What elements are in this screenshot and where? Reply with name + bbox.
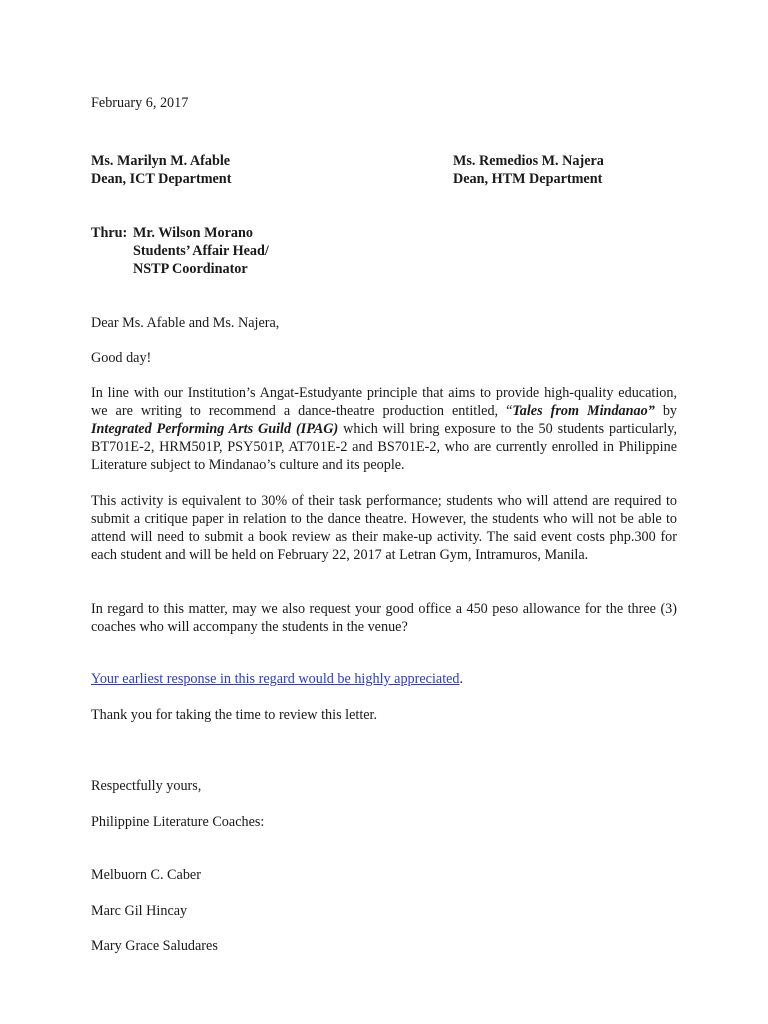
paragraph-text: by bbox=[654, 403, 677, 419]
paragraph-recommendation bbox=[91, 384, 677, 474]
response-link[interactable]: Your earliest response in this regard would be highly appreciated bbox=[91, 671, 460, 687]
paragraph-text: which will bring exposure to the 50 students particularly, BT701E-2, HRM501P, PSY501P, AT701E-2 and BS701E-2, who are currently enrolled in Philippine Literature subject to Mindanao’s culture and its people. bbox=[91, 421, 677, 473]
recipient-right-title: Dean, HTM Department bbox=[453, 171, 603, 187]
thru-name: Mr. Wilson Morano bbox=[133, 225, 253, 241]
thru-position: Students’ Affair Head/ bbox=[133, 243, 269, 259]
thru-position-2: NSTP Coordinator bbox=[133, 261, 248, 277]
response-suffix: . bbox=[459, 671, 464, 687]
organization-name: Integrated Performing Arts Guild (IPAG) bbox=[91, 421, 339, 437]
closing: Respectfully yours, bbox=[91, 778, 202, 794]
salutation: Dear Ms. Afable and Ms. Najera, bbox=[91, 315, 280, 331]
thank-you-line: Thank you for taking the time to review this letter. bbox=[91, 707, 378, 723]
greeting: Good day! bbox=[91, 350, 152, 366]
recipient-right-name: Ms. Remedios M. Najera bbox=[453, 153, 604, 169]
recipient-left-name: Ms. Marilyn M. Afable bbox=[91, 153, 231, 169]
signatory-name: Marc Gil Hincay bbox=[91, 903, 188, 919]
paragraph-activity: This activity is equivalent to 30% of their task performance; students who will attend are required to submit a critique paper in relation to the dance theatre. However, the students who will not be able to attend will need to submit a book review as their make-up activity. The said event costs php.300 for each student and will be held on February 22, 2017 at Letran Gym, Intramuros, Manila. bbox=[91, 493, 677, 563]
paragraph-text: In line with our Institution’s Angat-Estudyante principle that aims to provide high-quality education, we are writing to recommend a dance-theatre production entitled, “ bbox=[91, 385, 677, 419]
thru-label: Thru: bbox=[91, 225, 128, 241]
production-title: Tales from Mindanao” bbox=[512, 403, 655, 419]
recipient-left-title: Dean, ICT Department bbox=[91, 171, 232, 187]
paragraph-request: In regard to this matter, may we also request your good office a 450 peso allowance for the three (3) coaches who will accompany the students in the venue? bbox=[91, 601, 677, 635]
signatory-name: Mary Grace Saludares bbox=[91, 938, 218, 954]
letter-date: February 6, 2017 bbox=[91, 95, 189, 111]
response-line bbox=[91, 671, 463, 688]
signatory-name: Melbuorn C. Caber bbox=[91, 867, 201, 883]
signatory-group: Philippine Literature Coaches: bbox=[91, 814, 265, 830]
